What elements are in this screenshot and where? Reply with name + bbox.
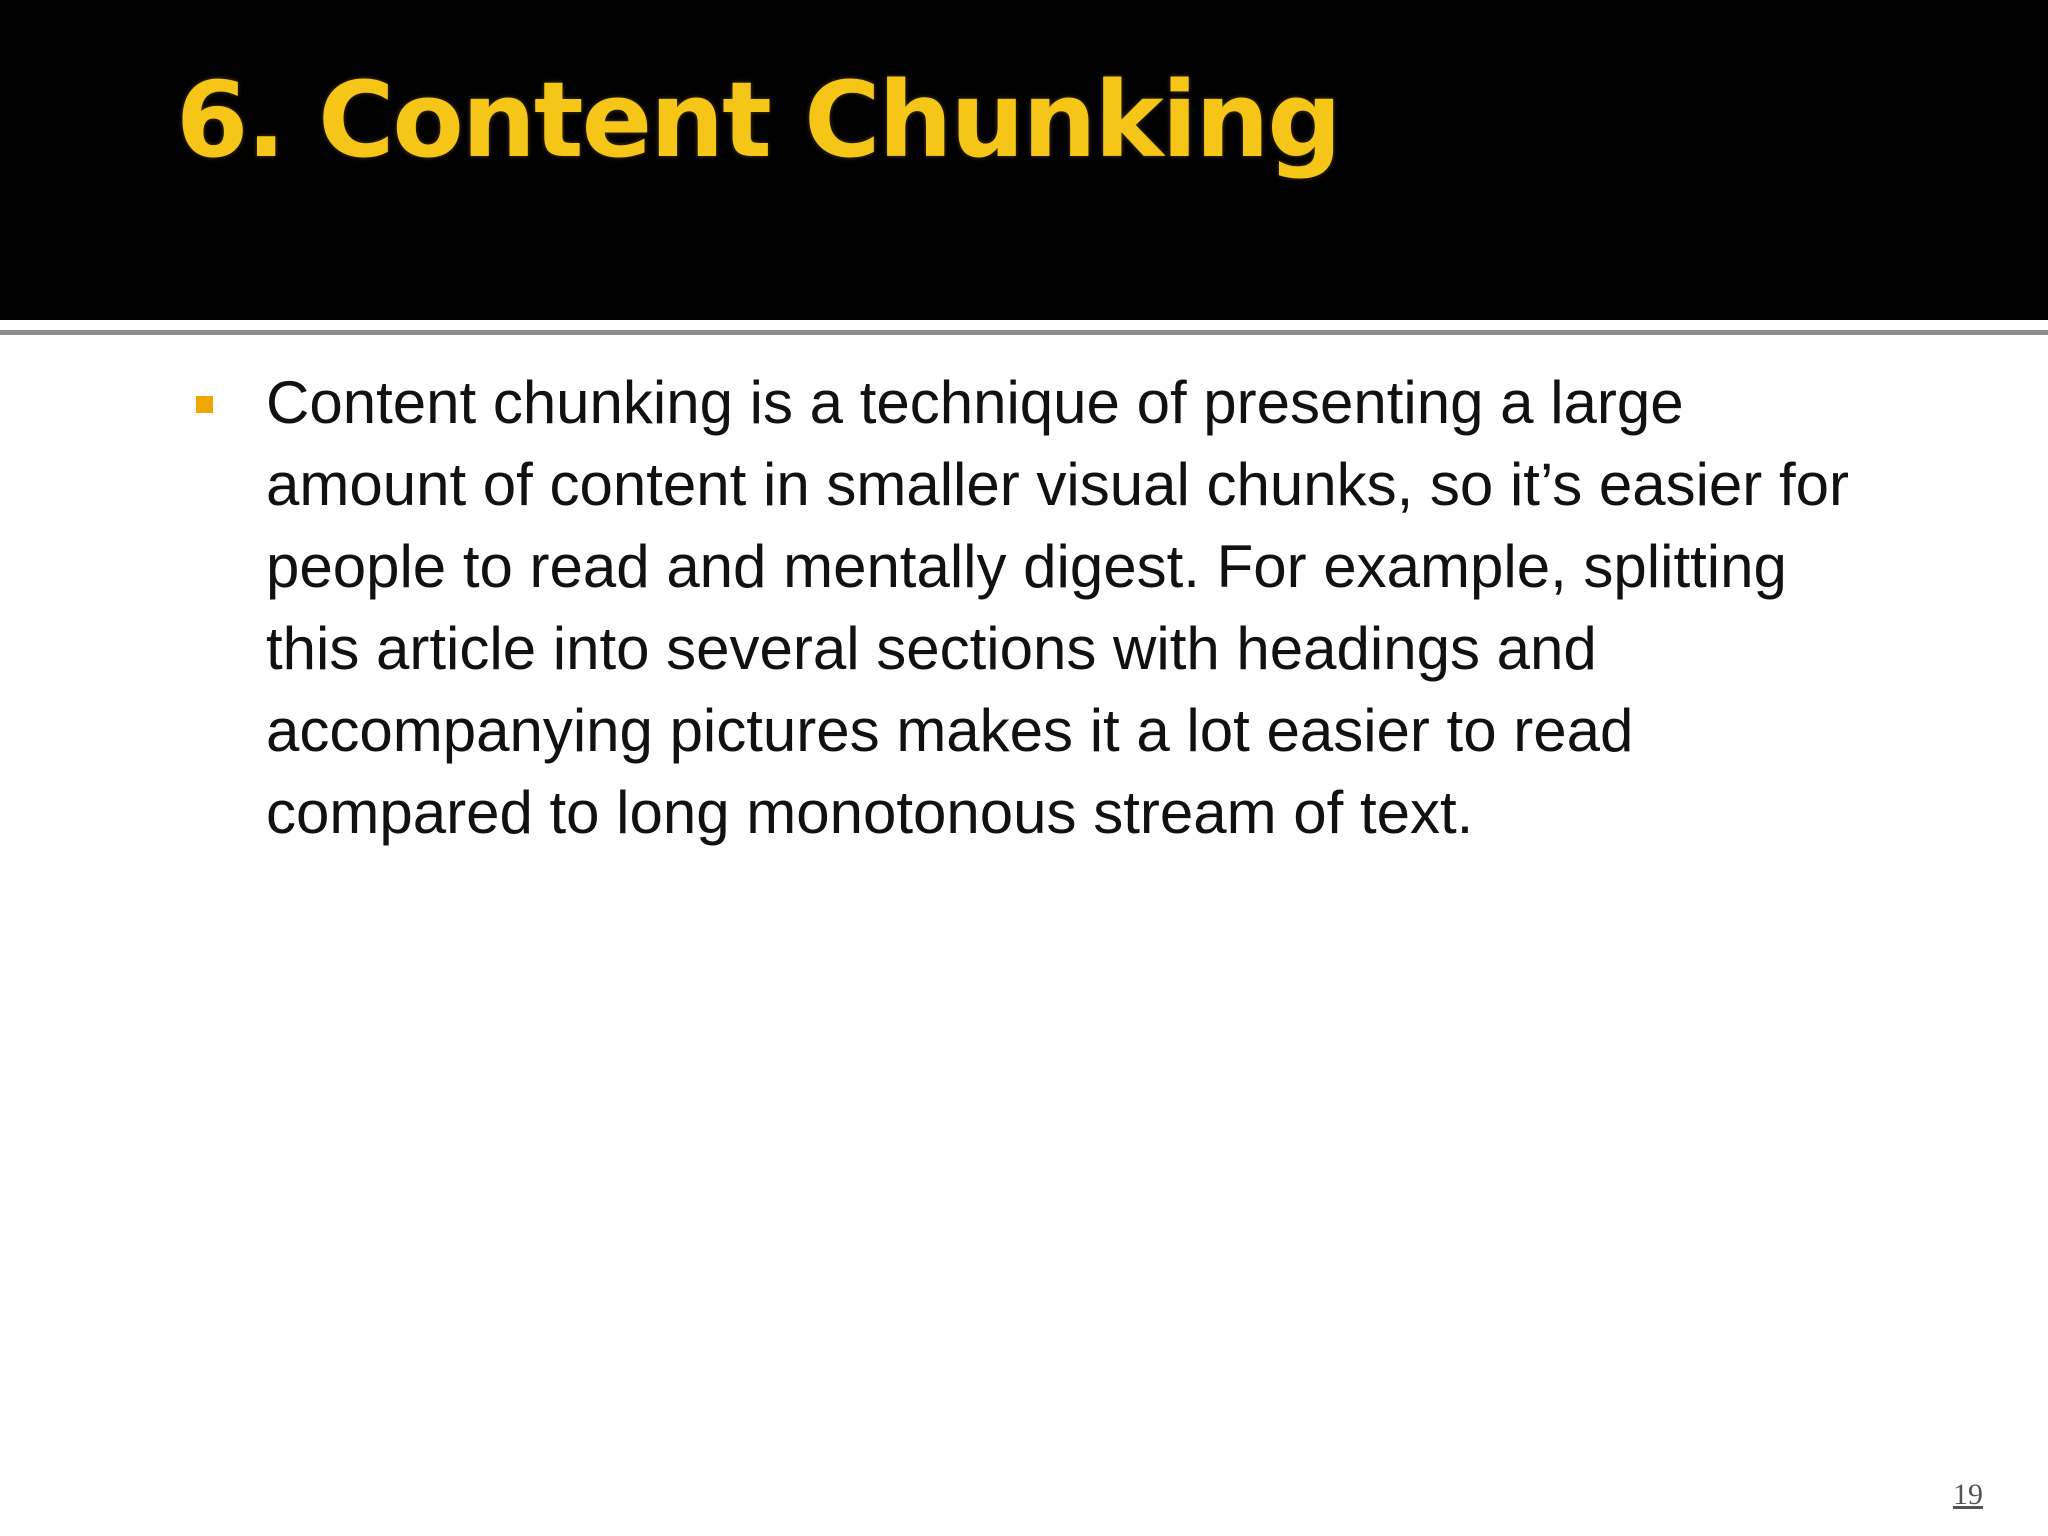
bullet-item: [196, 362, 1876, 854]
slide-title: 6. Content Chunking: [176, 59, 1340, 181]
band-gap: [0, 320, 2048, 330]
title-band: [0, 0, 2048, 320]
square-bullet-icon: [196, 396, 213, 413]
title-divider: [0, 330, 2048, 335]
bullet-text: Content chunking is a technique of presenting a large amount of content in smaller visual chunks, so it’s easier for people to read and mentally digest. For example, splitting this article into several sections with headings and accompanying pictures makes it a lot easier to read compared to long monotonous stream of text.: [266, 369, 1849, 846]
page-number: 19: [1953, 1478, 1983, 1511]
slide-body: [196, 362, 1876, 854]
